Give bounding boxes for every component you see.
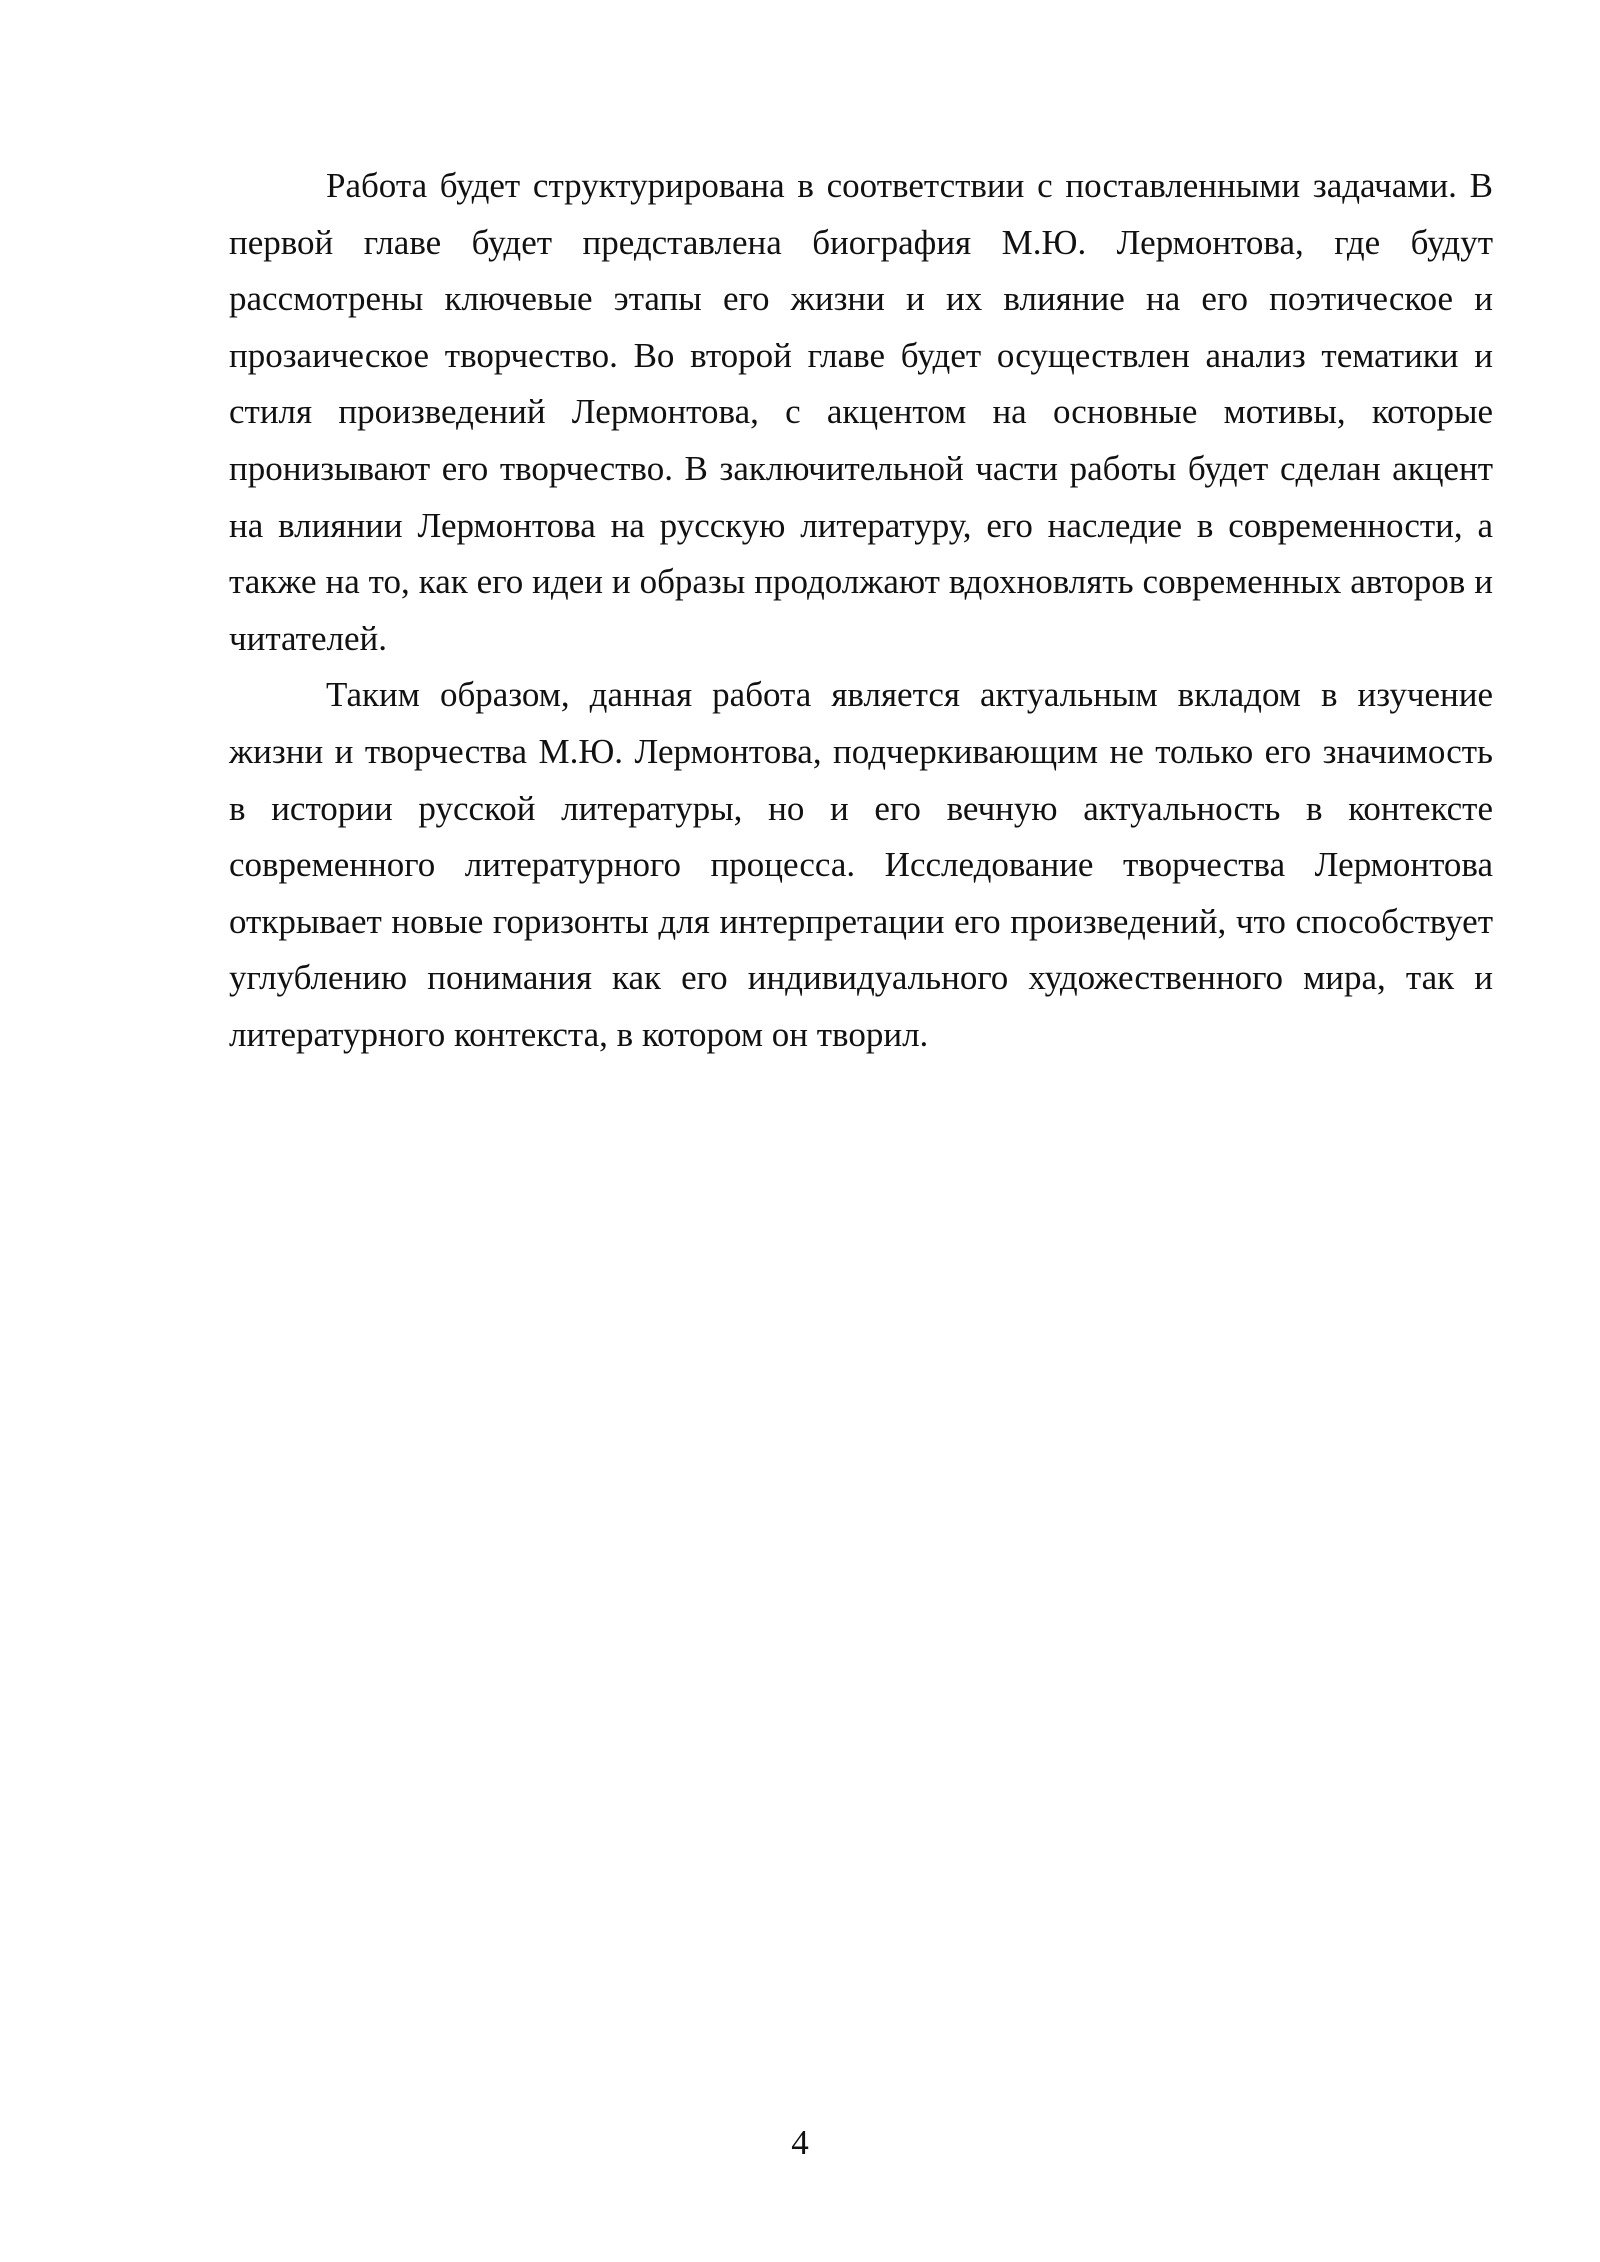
- body-text: [229, 158, 1493, 1064]
- paragraph-1: Работа будет структурирована в соответствии с поставленными задачами. В первой главе будет представлена биография М.Ю. Лермонтова, где будут рассмотрены ключевые этапы его жизни и их влияние на его поэтическое и прозаическое творчество. Во второй главе будет осуществлен анализ тематики и стиля произведений Лермонтова, с акцентом на основные мотивы, которые пронизывают его творчество. В заключительной части работы будет сделан акцент на влиянии Лермонтова на русскую литературу, его наследие в современности, а также на то, как его идеи и образы продолжают вдохновлять современных авторов и читателей.: [229, 166, 1493, 658]
- page-number: 4: [791, 2123, 809, 2162]
- paragraph-2: Таким образом, данная работа является актуальным вкладом в изучение жизни и творчества М.Ю. Лермонтова, подчеркивающим не только его значимость в истории русской литературы, но и его вечную актуальность в контексте современного литературного процесса. Исследование творчества Лермонтова открывает новые горизонты для интерпретации его произведений, что способствует углублению понимания как его индивидуального художественного мира, так и литературного контекста, в котором он творил.: [229, 675, 1493, 1054]
